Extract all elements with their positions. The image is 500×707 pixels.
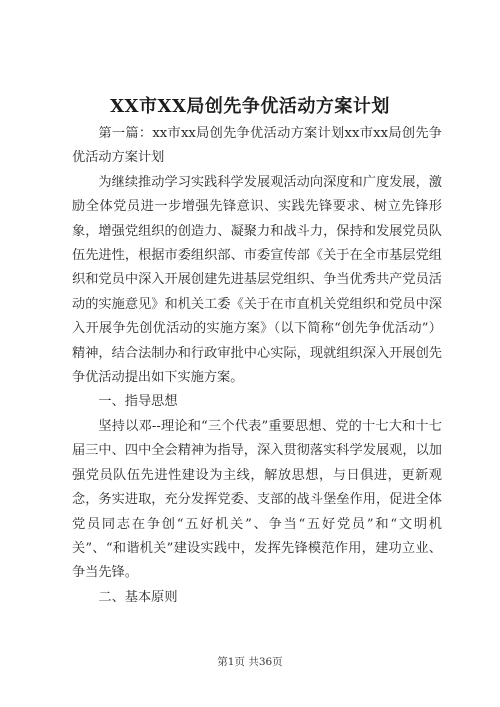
- section-paragraph-guiding-ideology: 坚持以邓--理论和“三个代表”重要思想、党的十七大和十七届三中、四中全会精神为指导，深入贯彻落实科学发展观，以加强党员队伍先进性建设为主线，解放思想，与日俱进，更新观念，务实进取，充分发挥党委、支部的战斗堡垒作用，促进全体党员同志在争创“五好机关”、争当“五好党员”和“文明机关”、“和谐机关”建设实践中，发挥先锋模范作用，建功立业、争当先锋。: [72, 418, 442, 581]
- section-heading-basic-principles: 二、基本原则: [98, 589, 178, 605]
- section-heading-guiding-ideology: 一、指导思想: [98, 394, 178, 410]
- body-paragraph: 为继续推动学习实践科学发展观活动向深度和广度发展，激励全体党员进一步增强先锋意识、实践先锋要求、树立先锋形象，增强党组织的创造力、凝聚力和战斗力，保持和发展党员队伍先进性，根据市委组织部、市委宣传部《关于在全市基层党组织和党员中深入开展创建先进基层党组织、争当优秀共产党员活动的实施意见》和机关工委《关于在市直机关党组织和党员中深入开展争先创优活动的实施方案》（以下简称“创先争优活动”）精神，结合法制办和行政审批中心实际，现就组织深入开展创先争优活动提出如下实施方案。: [72, 174, 442, 386]
- document-title: XX市XX局创先争优活动方案计划: [110, 96, 390, 117]
- page-footer: 第1页 共36页: [217, 656, 283, 668]
- document-body: [72, 122, 442, 610]
- intro-paragraph: 第一篇：xx市xx局创先争优活动方案计划xx市xx局创先争优活动方案计划: [72, 126, 442, 166]
